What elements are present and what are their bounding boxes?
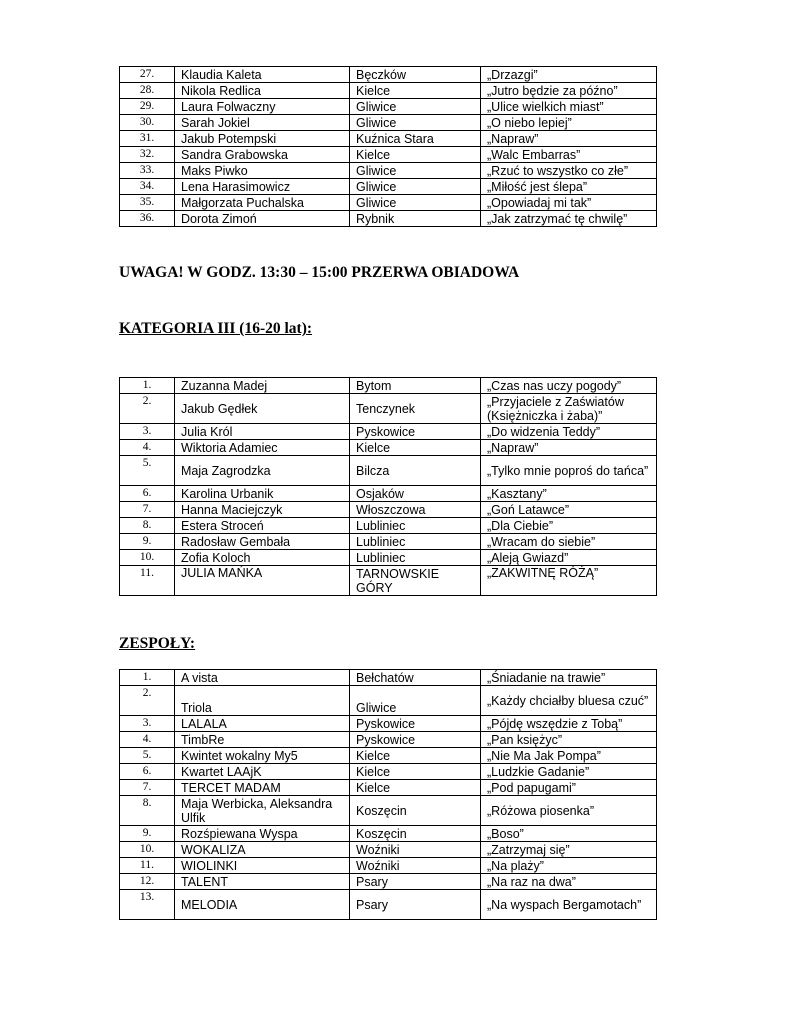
band-name: TimbRe xyxy=(175,732,350,748)
song-title: „Wracam do siebie” xyxy=(481,534,657,550)
entry-number: 5. xyxy=(120,748,175,764)
entry-number: 6. xyxy=(120,486,175,502)
song-title: „Miłość jest ślepa” xyxy=(481,179,657,195)
table-row xyxy=(120,211,657,227)
table-row xyxy=(120,670,657,686)
band-city: Kielce xyxy=(350,780,481,796)
entry-number: 8. xyxy=(120,518,175,534)
song-title: „Goń Latawce” xyxy=(481,502,657,518)
table-row xyxy=(120,67,657,83)
participant-name: Klaudia Kaleta xyxy=(175,67,350,83)
participant-city: Kielce xyxy=(350,147,481,163)
participant-name: Zofia Koloch xyxy=(175,550,350,566)
table-row xyxy=(120,858,657,874)
entry-number: 7. xyxy=(120,780,175,796)
participant-city: Gliwice xyxy=(350,115,481,131)
table-row xyxy=(120,147,657,163)
participant-city: Kuźnica Stara xyxy=(350,131,481,147)
song-title: „O niebo lepiej” xyxy=(481,115,657,131)
participant-city: Włoszczowa xyxy=(350,502,481,518)
participant-city: Osjaków xyxy=(350,486,481,502)
table-row xyxy=(120,163,657,179)
band-name: TERCET MADAM xyxy=(175,780,350,796)
song-title: „Ludzkie Gadanie” xyxy=(481,764,657,780)
table-row xyxy=(120,456,657,486)
table-row xyxy=(120,502,657,518)
participant-name: Jakub Potempski xyxy=(175,131,350,147)
entry-number: 2. xyxy=(120,394,175,424)
participant-name: Nikola Redlica xyxy=(175,83,350,99)
entry-number: 36. xyxy=(120,211,175,227)
table-row xyxy=(120,179,657,195)
song-title: „Jutro będzie za późno” xyxy=(481,83,657,99)
band-name: TALENT xyxy=(175,874,350,890)
song-title: „Na wyspach Bergamotach” xyxy=(481,890,657,920)
participant-city: Lubliniec xyxy=(350,534,481,550)
band-name: A vista xyxy=(175,670,350,686)
band-name: Maja Werbicka, Aleksandra Ulfik xyxy=(175,796,350,826)
entry-number: 3. xyxy=(120,716,175,732)
participant-name: Estera Stroceń xyxy=(175,518,350,534)
category-3-table xyxy=(119,377,657,596)
song-title: „Czas nas uczy pogody” xyxy=(481,378,657,394)
participant-name: JULIA MAŃKA xyxy=(175,566,350,596)
entry-number: 1. xyxy=(120,670,175,686)
song-title: „Śniadanie na trawie” xyxy=(481,670,657,686)
band-city: Gliwice xyxy=(350,686,481,716)
participant-name: Wiktoria Adamiec xyxy=(175,440,350,456)
entry-number: 30. xyxy=(120,115,175,131)
participant-name: Maks Piwko xyxy=(175,163,350,179)
table-row xyxy=(120,486,657,502)
song-title: „Napraw” xyxy=(481,440,657,456)
table-row xyxy=(120,534,657,550)
song-title: „Przyjaciele z Zaświatów (Księżniczka i żaba)” xyxy=(481,394,657,424)
song-title: „Pod papugami” xyxy=(481,780,657,796)
band-city: Psary xyxy=(350,874,481,890)
song-title: „Na plaży” xyxy=(481,858,657,874)
participant-city: Lubliniec xyxy=(350,518,481,534)
entry-number: 27. xyxy=(120,67,175,83)
entry-number: 34. xyxy=(120,179,175,195)
table-row xyxy=(120,394,657,424)
lunch-break-notice: UWAGA! W GODZ. 13:30 – 15:00 PRZERWA OBIADOWA xyxy=(119,264,520,281)
participant-city: Gliwice xyxy=(350,179,481,195)
participant-city: Bilcza xyxy=(350,456,481,486)
song-title: „Tylko mnie poproś do tańca” xyxy=(481,456,657,486)
participant-name: Radosław Gembała xyxy=(175,534,350,550)
participant-city: Kielce xyxy=(350,440,481,456)
band-city: Pyskowice xyxy=(350,732,481,748)
song-title: „Walc Embarras” xyxy=(481,147,657,163)
band-name: LALALA xyxy=(175,716,350,732)
participant-name: Jakub Gędłek xyxy=(175,394,350,424)
table-row xyxy=(120,826,657,842)
song-title: „Ulice wielkich miast” xyxy=(481,99,657,115)
table-row xyxy=(120,764,657,780)
participant-name: Laura Folwaczny xyxy=(175,99,350,115)
entry-number: 10. xyxy=(120,842,175,858)
entry-number: 12. xyxy=(120,874,175,890)
participant-name: Lena Harasimowicz xyxy=(175,179,350,195)
table-row xyxy=(120,378,657,394)
band-city: Bełchatów xyxy=(350,670,481,686)
participants-table-continued xyxy=(119,66,657,227)
table-row xyxy=(120,796,657,826)
entry-number: 32. xyxy=(120,147,175,163)
song-title: „Aleją Gwiazd” xyxy=(481,550,657,566)
table-row xyxy=(120,842,657,858)
song-title: „Do widzenia Teddy” xyxy=(481,424,657,440)
band-city: Koszęcin xyxy=(350,796,481,826)
song-title: „Zatrzymaj się” xyxy=(481,842,657,858)
participant-city: Tenczynek xyxy=(350,394,481,424)
song-title: „Opowiadaj mi tak” xyxy=(481,195,657,211)
entry-number: 11. xyxy=(120,858,175,874)
entry-number: 9. xyxy=(120,534,175,550)
category-3-heading: KATEGORIA III (16-20 lat): xyxy=(119,320,313,337)
song-title: „Boso” xyxy=(481,826,657,842)
band-city: Woźniki xyxy=(350,842,481,858)
table-row xyxy=(120,566,657,596)
entry-number: 33. xyxy=(120,163,175,179)
band-name: Kwartet LAAjK xyxy=(175,764,350,780)
entry-number: 9. xyxy=(120,826,175,842)
table-row xyxy=(120,83,657,99)
participant-city: Bęczków xyxy=(350,67,481,83)
table-row xyxy=(120,131,657,147)
table-row xyxy=(120,748,657,764)
participant-name: Maja Zagrodzka xyxy=(175,456,350,486)
participant-city: Lubliniec xyxy=(350,550,481,566)
table-row xyxy=(120,424,657,440)
table-row xyxy=(120,99,657,115)
participant-name: Zuzanna Madej xyxy=(175,378,350,394)
song-title: „Rzuć to wszystko co złe” xyxy=(481,163,657,179)
entry-number: 5. xyxy=(120,456,175,486)
participant-city: Gliwice xyxy=(350,195,481,211)
band-name: Kwintet wokalny My5 xyxy=(175,748,350,764)
table-row xyxy=(120,732,657,748)
bands-heading: ZESPOŁY: xyxy=(119,635,196,652)
song-title: „Pójdę wszędzie z Tobą” xyxy=(481,716,657,732)
band-name: Rozśpiewana Wyspa xyxy=(175,826,350,842)
entry-number: 2. xyxy=(120,686,175,716)
band-name: WOKALIZA xyxy=(175,842,350,858)
band-city: Pyskowice xyxy=(350,716,481,732)
participant-name: Julia Król xyxy=(175,424,350,440)
band-city: Kielce xyxy=(350,764,481,780)
participant-name: Dorota Zimoń xyxy=(175,211,350,227)
band-city: Psary xyxy=(350,890,481,920)
participant-city: Kielce xyxy=(350,83,481,99)
table-row xyxy=(120,195,657,211)
table-row xyxy=(120,874,657,890)
entry-number: 1. xyxy=(120,378,175,394)
participant-city: Gliwice xyxy=(350,99,481,115)
song-title: „Kasztany” xyxy=(481,486,657,502)
participant-city: Bytom xyxy=(350,378,481,394)
song-title: „Każdy chciałby bluesa czuć” xyxy=(481,686,657,716)
entry-number: 4. xyxy=(120,732,175,748)
table-row xyxy=(120,115,657,131)
band-name: WIOLINKI xyxy=(175,858,350,874)
participant-name: Sandra Grabowska xyxy=(175,147,350,163)
band-name: Triola xyxy=(175,686,350,716)
table-row xyxy=(120,716,657,732)
band-city: Woźniki xyxy=(350,858,481,874)
participant-name: Hanna Maciejczyk xyxy=(175,502,350,518)
band-city: Koszęcin xyxy=(350,826,481,842)
table-row xyxy=(120,890,657,920)
entry-number: 29. xyxy=(120,99,175,115)
entry-number: 35. xyxy=(120,195,175,211)
band-name: MELODIA xyxy=(175,890,350,920)
entry-number: 13. xyxy=(120,890,175,920)
entry-number: 4. xyxy=(120,440,175,456)
participant-name: Karolina Urbanik xyxy=(175,486,350,502)
table-row xyxy=(120,518,657,534)
entry-number: 8. xyxy=(120,796,175,826)
entry-number: 28. xyxy=(120,83,175,99)
entry-number: 3. xyxy=(120,424,175,440)
participant-city: Rybnik xyxy=(350,211,481,227)
song-title: „Jak zatrzymać tę chwilę” xyxy=(481,211,657,227)
participant-city: Pyskowice xyxy=(350,424,481,440)
song-title: „Pan księżyc” xyxy=(481,732,657,748)
entry-number: 31. xyxy=(120,131,175,147)
song-title: „Nie Ma Jak Pompa” xyxy=(481,748,657,764)
entry-number: 10. xyxy=(120,550,175,566)
entry-number: 11. xyxy=(120,566,175,596)
table-row xyxy=(120,550,657,566)
participant-name: Sarah Jokiel xyxy=(175,115,350,131)
participant-city: Gliwice xyxy=(350,163,481,179)
song-title: „Różowa piosenka” xyxy=(481,796,657,826)
table-row xyxy=(120,686,657,716)
song-title: „Na raz na dwa” xyxy=(481,874,657,890)
song-title: „ZAKWITNĘ RÓŻĄ” xyxy=(481,566,657,596)
bands-table xyxy=(119,669,657,920)
entry-number: 6. xyxy=(120,764,175,780)
table-row xyxy=(120,440,657,456)
band-city: Kielce xyxy=(350,748,481,764)
participant-name: Małgorzata Puchalska xyxy=(175,195,350,211)
participant-city: TARNOWSKIE GÓRY xyxy=(350,566,481,596)
entry-number: 7. xyxy=(120,502,175,518)
table-row xyxy=(120,780,657,796)
song-title: „Napraw” xyxy=(481,131,657,147)
song-title: „Drzazgi” xyxy=(481,67,657,83)
song-title: „Dla Ciebie” xyxy=(481,518,657,534)
